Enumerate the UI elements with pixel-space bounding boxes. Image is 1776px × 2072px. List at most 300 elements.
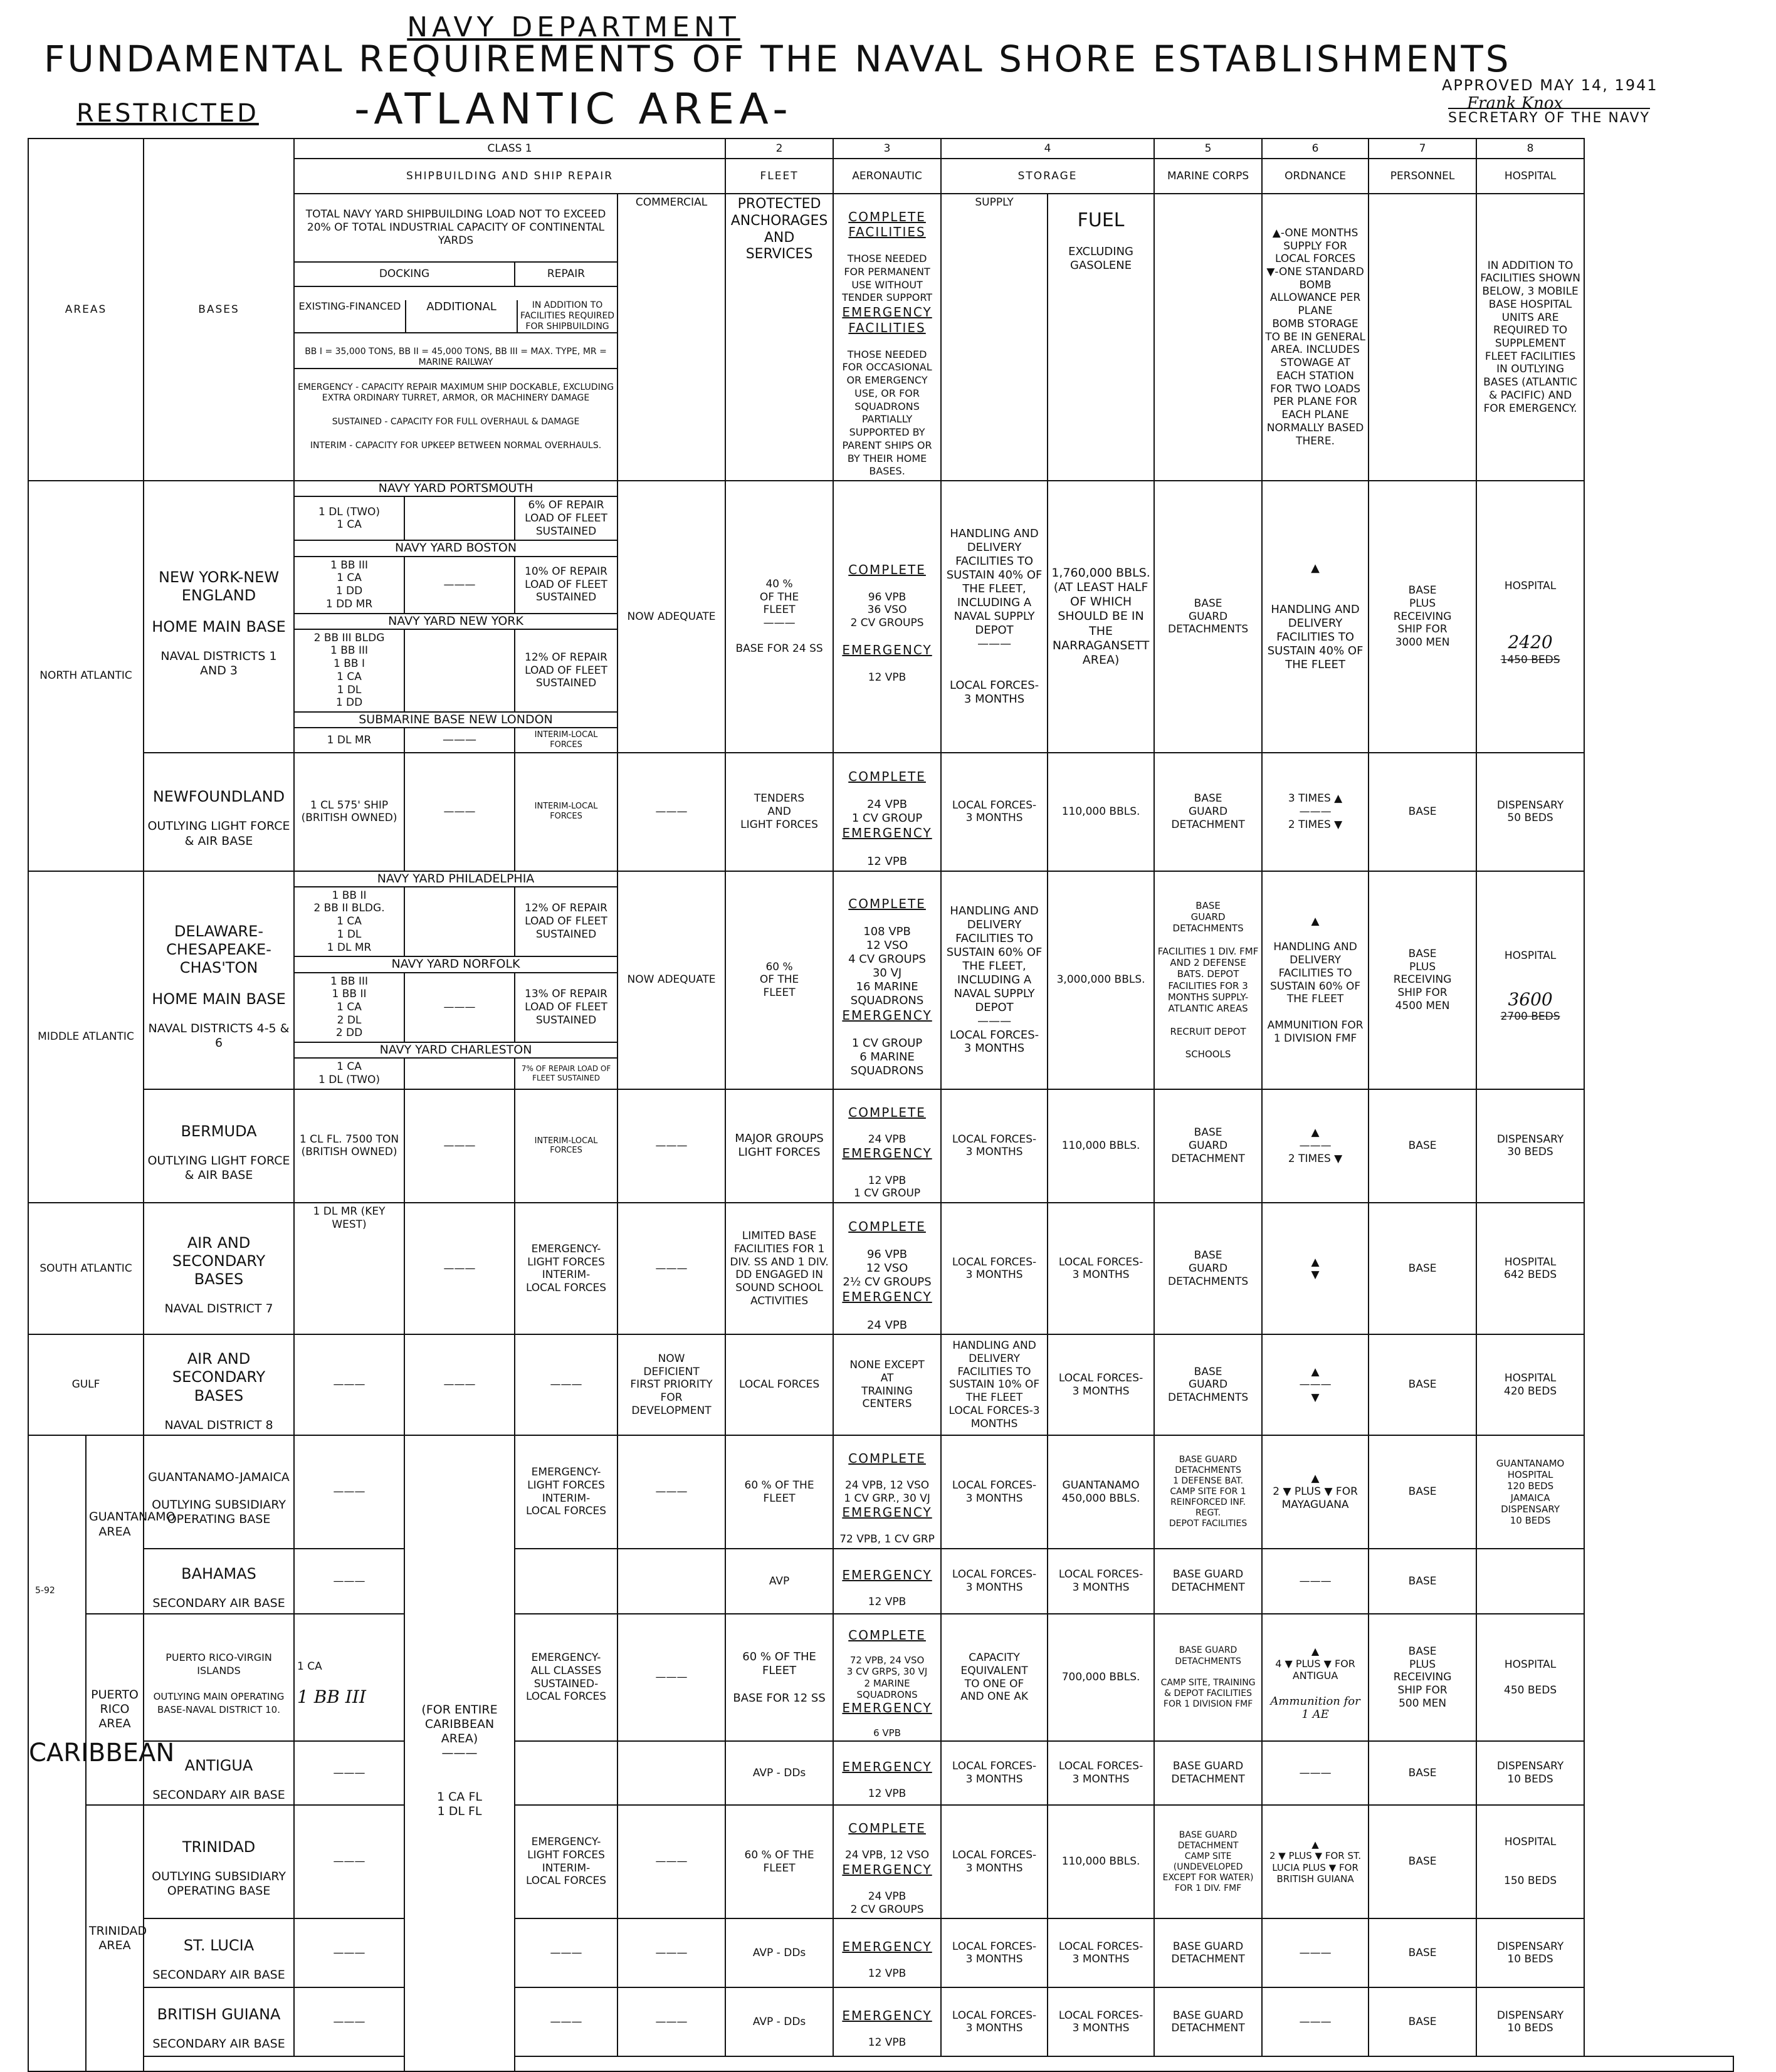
gu-commercial: NOW DEFICIENT FIRST PRIORITY FOR DEVELOPMENT (617, 1334, 725, 1435)
area-puerto-rico: PUERTO RICO AREA (86, 1614, 144, 1805)
gu-hospital: HOSPITAL 420 BEDS (1476, 1334, 1584, 1435)
ba-commercial-blank (617, 1549, 725, 1614)
nf-repair: INTERIM-LOCAL FORCES (515, 753, 617, 871)
def-sustained: SUSTAINED - CAPACITY FOR FULL OVERHAUL & DAMAGE (332, 416, 580, 427)
base-name: PUERTO RICO-VIRGIN ISLANDS (166, 1651, 272, 1677)
nf-marine: BASE GUARD DETACHMENT (1154, 753, 1262, 871)
sl-ordnance: ——— (1262, 1918, 1369, 1987)
header-fuel: FUEL (1077, 209, 1125, 231)
base-name: GUANTANAMO-JAMAICA (148, 1470, 290, 1484)
tr-aero-complete-units: 24 VPB, 12 VSO (844, 1849, 930, 1862)
header-hospital: HOSPITAL (1476, 159, 1584, 194)
base-new-york (144, 481, 294, 753)
ny-fuel: 1,760,000 BBLS. (AT LEAST HALF OF WHICH SHOULD BE IN THE NARRAGANSETT AREA) (1048, 481, 1154, 753)
ba-ordnance: ——— (1262, 1549, 1369, 1614)
header-bases: BASES (144, 139, 294, 481)
base-puerto-rico (144, 1614, 294, 1741)
base-name: NEW YORK-NEW ENGLAND (158, 568, 280, 604)
pr-aero-emergency: EMERGENCY (842, 1700, 932, 1716)
fuel-note: EXCLUDING GASOLENE (1068, 245, 1133, 273)
be-aero-complete: COMPLETE (848, 1104, 926, 1120)
pr-personnel: BASE PLUS RECEIVING SHIP FOR 500 MEN (1369, 1614, 1476, 1741)
an-hospital: DISPENSARY 10 BEDS (1476, 1741, 1584, 1805)
boston-additional: ——— (404, 557, 515, 614)
header-ordnance: ORDNANCE (1262, 159, 1369, 194)
be-docking: 1 CL FL. 7500 TON (BRITISH OWNED) (294, 1089, 404, 1203)
sa-supply: LOCAL FORCES- 3 MONTHS (941, 1203, 1048, 1334)
base-south-atlantic (144, 1203, 294, 1334)
aero-complete-title: COMPLETE FACILITIES (848, 209, 926, 240)
ny-fleet: 40 % OF THE FLEET ——— BASE FOR 24 SS (725, 481, 833, 753)
ba-fuel: LOCAL FORCES- 3 MONTHS (1048, 1549, 1154, 1614)
document-header (0, 0, 1776, 135)
de-personnel: BASE PLUS RECEIVING SHIP FOR 4500 MEN (1369, 871, 1476, 1089)
gt-fleet: 60 % OF THE FLEET (725, 1435, 833, 1549)
tr-personnel: BASE (1369, 1805, 1476, 1918)
footer-blank-2 (515, 2056, 1733, 2071)
sa-marine: BASE GUARD DETACHMENTS (1154, 1203, 1262, 1334)
yard-portsmouth: NAVY YARD PORTSMOUTH (294, 481, 617, 496)
sl-fleet: AVP - DDs (725, 1918, 833, 1987)
ba-marine: BASE GUARD DETACHMENT (1154, 1549, 1262, 1614)
ny-aero-emergency-units: 12 VPB (868, 671, 906, 684)
pr-aero-emergency-units: 6 VPB (873, 1727, 901, 1739)
base-bahamas (144, 1549, 294, 1614)
yard-charleston: NAVY YARD CHARLESTON (294, 1042, 617, 1058)
base-name: ANTIGUA (184, 1756, 253, 1774)
gt-personnel: BASE (1369, 1435, 1476, 1549)
nf-personnel: BASE (1369, 753, 1476, 871)
be-supply: LOCAL FORCES- 3 MONTHS (941, 1089, 1048, 1203)
bg-fleet: AVP - DDs (725, 1987, 833, 2056)
new-york-repair: 12% OF REPAIR LOAD OF FLEET SUSTAINED (515, 629, 617, 712)
base-st-lucia (144, 1918, 294, 1987)
an-commercial-blank (617, 1741, 725, 1805)
sa-aero-emergency-units: 24 VPB (866, 1318, 908, 1332)
base-name: NEWFOUNDLAND (152, 788, 285, 806)
base-gulf (144, 1334, 294, 1435)
gt-supply: LOCAL FORCES- 3 MONTHS (941, 1435, 1048, 1549)
tr-supply: LOCAL FORCES- 3 MONTHS (941, 1805, 1048, 1918)
tr-fleet: 60 % OF THE FLEET (725, 1805, 833, 1918)
de-hospital-handwritten: 3600 (1508, 988, 1553, 1010)
header-repair: REPAIR (515, 262, 617, 286)
area-title: -ATLANTIC AREA- (354, 85, 793, 134)
an-repair-blank (515, 1741, 617, 1805)
base-name: BAHAMAS (181, 1564, 256, 1583)
header-commercial: COMMERCIAL (617, 194, 725, 481)
be-repair: INTERIM-LOCAL FORCES (515, 1089, 617, 1203)
base-bermuda (144, 1089, 294, 1203)
base-type: OUTLYING LIGHT FORCE & AIR BASE (147, 819, 290, 848)
main-title: FUNDAMENTAL REQUIREMENTS OF THE NAVAL SHORE ESTABLISHMENTS (44, 38, 1511, 80)
be-fleet: MAJOR GROUPS LIGHT FORCES (725, 1089, 833, 1203)
gt-aero-complete: COMPLETE (848, 1450, 926, 1466)
classification-label: RESTRICTED (76, 99, 259, 128)
tr-aero-emergency: EMERGENCY (842, 1861, 932, 1877)
header-shipbuilding: SHIPBUILDING AND SHIP REPAIR (294, 159, 725, 194)
bb-definition: BB I = 35,000 TONS, BB II = 45,000 TONS, BB III = MAX. TYPE, MR = MARINE RAILWAY (295, 347, 617, 369)
base-type: SECONDARY AIR BASE (152, 1968, 285, 1982)
de-fuel: 3,000,000 BBLS. (1048, 871, 1154, 1089)
de-fleet: 60 % OF THE FLEET (725, 871, 833, 1089)
sl-hospital: DISPENSARY 10 BEDS (1476, 1918, 1584, 1987)
pr-docking-handwritten: 1 BB III (297, 1686, 366, 1707)
tr-aero-emergency-units: 24 VPB 2 CV GROUPS (850, 1890, 924, 1916)
header-fleet: FLEET (725, 159, 833, 194)
ba-supply: LOCAL FORCES- 3 MONTHS (941, 1549, 1048, 1614)
ny-commercial: NOW ADEQUATE (617, 481, 725, 753)
pr-marine: BASE GUARD DETACHMENTS CAMP SITE, TRAINING & DEPOT FACILITIES FOR 1 DIVISION FMF (1154, 1614, 1262, 1741)
philadelphia-additional (404, 887, 515, 957)
pr-ordnance: ▲ 4 ▼ PLUS ▼ FOR ANTIGUA (1275, 1645, 1355, 1682)
sl-repair: ——— (515, 1918, 617, 1987)
gt-aero-emergency-units: 72 VPB, 1 CV GRP (839, 1533, 935, 1546)
def-emergency: EMERGENCY - CAPACITY REPAIR MAXIMUM SHIP DOCKABLE, EXCLUDING EXTRA ORDINARY TURRET, ARMOR, OR MACHINERY DAMAGE (297, 382, 614, 403)
submarine-base-new-london: SUBMARINE BASE NEW LONDON (294, 712, 617, 728)
nf-fuel: 110,000 BBLS. (1048, 753, 1154, 871)
portsmouth-additional (404, 496, 515, 540)
an-ordnance: ——— (1262, 1741, 1369, 1805)
header-class1: CLASS 1 (294, 139, 725, 159)
hospital-note: IN ADDITION TO FACILITIES SHOWN BELOW, 3 MOBILE BASE HOSPITAL UNITS ARE REQUIRED TO SUPPLEMENT FLEET FACILITIES IN OUTLYING BASES (ATLANTIC & PACIFIC) AND FOR EMERGENCY. (1476, 194, 1584, 481)
yard-boston: NAVY YARD BOSTON (294, 540, 617, 556)
be-ordnance: ▲ ——— 2 TIMES ▼ (1262, 1089, 1369, 1203)
header-additional: ADDITIONAL (406, 300, 518, 332)
ny-aero-complete-units: 96 VPB 36 VSO 2 CV GROUPS (850, 590, 924, 630)
header-storage: STORAGE (941, 159, 1154, 194)
ba-personnel: BASE (1369, 1549, 1476, 1614)
new-york-docking: 2 BB III BLDG 1 BB III 1 BB I 1 CA 1 DL 1 DD (294, 629, 404, 712)
pr-docking: 1 CA (297, 1660, 322, 1673)
sa-fleet: LIMITED BASE FACILITIES FOR 1 DIV. SS AND 1 DIV. DD ENGAGED IN SOUND SCHOOL ACTIVITIES (725, 1203, 833, 1334)
base-districts: NAVAL DISTRICTS 4-5 & 6 (148, 1022, 290, 1050)
base-type: OUTLYING SUBSIDIARY OPERATING BASE (152, 1497, 286, 1526)
base-name: BRITISH GUIANA (157, 2006, 281, 2024)
header-areas: AREAS (28, 139, 144, 481)
ny-personnel: BASE PLUS RECEIVING SHIP FOR 3000 MEN (1369, 481, 1476, 753)
sl-marine: BASE GUARD DETACHMENT (1154, 1918, 1262, 1987)
an-fleet: AVP - DDs (725, 1741, 833, 1805)
sa-personnel: BASE (1369, 1203, 1476, 1334)
bg-personnel: BASE (1369, 1987, 1476, 2056)
base-name: DELAWARE-CHESAPEAKE-CHAS'TON (166, 922, 271, 977)
bg-supply: LOCAL FORCES- 3 MONTHS (941, 1987, 1048, 2056)
pr-supply: CAPACITY EQUIVALENT TO ONE OF AND ONE AK (941, 1614, 1048, 1741)
requirements-table (28, 138, 1734, 2072)
ba-fleet: AVP (725, 1549, 833, 1614)
base-guantanamo (144, 1435, 294, 1549)
bg-repair: ——— (515, 1987, 617, 2056)
base-type: NAVAL DISTRICT 8 (164, 1418, 273, 1432)
nf-aero-complete-units: 24 VPB 1 CV GROUP (851, 798, 923, 825)
sa-docking: 1 DL MR (KEY WEST) (294, 1203, 404, 1334)
base-type: OUTLYING SUBSIDIARY OPERATING BASE (152, 1869, 286, 1898)
gu-ordnance: ▲ ——— ▼ (1262, 1334, 1369, 1435)
de-aero-emergency: EMERGENCY (842, 1007, 932, 1023)
yard-philadelphia: NAVY YARD PHILADELPHIA (294, 871, 617, 887)
nf-commercial: ——— (617, 753, 725, 871)
sa-fuel: LOCAL FORCES- 3 MONTHS (1048, 1203, 1154, 1334)
sa-hospital: HOSPITAL 642 BEDS (1476, 1203, 1584, 1334)
de-aero-complete: COMPLETE (848, 896, 926, 911)
de-aero-complete-units: 108 VPB 12 VSO 4 CV GROUPS 30 VJ 16 MARINE SQUADRONS (848, 924, 926, 1007)
header-num-4: 4 (941, 139, 1154, 159)
pr-fleet: 60 % OF THE FLEET BASE FOR 12 SS (725, 1614, 833, 1741)
header-docking: DOCKING (294, 262, 515, 286)
header-num-6: 6 (1262, 139, 1369, 159)
de-hospital-beds: 2700 BEDS (1500, 1010, 1560, 1023)
tr-hospital: HOSPITAL 150 BEDS (1476, 1805, 1584, 1918)
bg-ordnance: ——— (1262, 1987, 1369, 2056)
sl-commercial: ——— (617, 1918, 725, 1987)
area-middle-atlantic: MIDDLE ATLANTIC (28, 871, 144, 1203)
gu-fleet: LOCAL FORCES (725, 1334, 833, 1435)
base-type: OUTLYING LIGHT FORCE & AIR BASE (147, 1153, 290, 1182)
sl-aero-emergency: EMERGENCY (842, 1939, 932, 1954)
pr-aero-complete: COMPLETE (848, 1628, 926, 1643)
ba-repair-blank (515, 1549, 617, 1614)
department-title: NAVY DEPARTMENT (407, 11, 740, 43)
header-marine-corps: MARINE CORPS (1154, 159, 1262, 194)
gu-aeronautic: NONE EXCEPT AT TRAINING CENTERS (833, 1334, 941, 1435)
an-fuel: LOCAL FORCES- 3 MONTHS (1048, 1741, 1154, 1805)
de-hospital: HOSPITAL (1504, 950, 1557, 963)
be-additional: ——— (404, 1089, 515, 1203)
header-existing: EXISTING-FINANCED (295, 300, 406, 332)
repair-note: IN ADDITION TO FACILITIES REQUIRED FOR SHIPBUILDING (520, 300, 615, 332)
philadelphia-repair: 12% OF REPAIR LOAD OF FLEET SUSTAINED (515, 887, 617, 957)
area-south-atlantic: SOUTH ATLANTIC (28, 1203, 144, 1334)
boston-repair: 10% OF REPAIR LOAD OF FLEET SUSTAINED (515, 557, 617, 614)
sa-repair: EMERGENCY- LIGHT FORCES INTERIM- LOCAL FORCES (515, 1203, 617, 1334)
base-british-guiana (144, 1987, 294, 2056)
fleet-note: PROTECTED ANCHORAGES AND SERVICES (725, 194, 833, 481)
caribbean-additional: (FOR ENTIRE CARIBBEAN AREA) ——— 1 CA FL 1 DL FL (421, 1702, 498, 1818)
ny-aero-emergency: EMERGENCY (842, 642, 932, 658)
footer-blank-1 (144, 2056, 404, 2071)
be-fuel: 110,000 BBLS. (1048, 1089, 1154, 1203)
ny-ordnance: ▲ HANDLING AND DELIVERY FACILITIES TO SUSTAIN 40% OF THE FLEET (1262, 481, 1369, 753)
pr-hospital: HOSPITAL 450 BEDS (1476, 1614, 1584, 1741)
base-name: ST. LUCIA (183, 1937, 255, 1955)
base-newfoundland (144, 753, 294, 871)
corner-mark: 5-92 (35, 1586, 55, 1596)
header-num-2: 2 (725, 139, 833, 159)
norfolk-additional: ——— (404, 973, 515, 1043)
pr-ordnance-handwritten: Ammunition for 1 AE (1270, 1694, 1360, 1722)
gt-aero-emergency: EMERGENCY (842, 1505, 932, 1520)
header-num-7: 7 (1369, 139, 1476, 159)
nf-fleet: TENDERS AND LIGHT FORCES (725, 753, 833, 871)
sl-aero-emergency-units: 12 VPB (868, 1967, 906, 1980)
tr-ordnance: ▲ 2 ▼ PLUS ▼ FOR ST. LUCIA PLUS ▼ FOR BRITISH GUIANA (1262, 1805, 1369, 1918)
ny-hospital-beds: 1450 BEDS (1500, 653, 1560, 666)
aero-emergency-text: THOSE NEEDED FOR OCCASIONAL OR EMERGENCY USE, OR FOR SQUADRONS PARTIALLY SUPPORTED BY PARENT SHIPS OR BY THEIR HOME BASES. (842, 348, 932, 478)
base-delaware (144, 871, 294, 1089)
sa-ordnance: ▲ ▼ (1262, 1203, 1369, 1334)
gt-docking: ——— (294, 1435, 404, 1549)
an-docking: ——— (294, 1741, 404, 1805)
bg-commercial: ——— (617, 1987, 725, 2056)
charleston-repair: 7% OF REPAIR LOAD OF FLEET SUSTAINED (515, 1058, 617, 1089)
tr-repair: EMERGENCY- LIGHT FORCES INTERIM- LOCAL FORCES (515, 1805, 617, 1918)
base-type: NAVAL DISTRICT 7 (164, 1302, 273, 1316)
gu-fuel: LOCAL FORCES- 3 MONTHS (1048, 1334, 1154, 1435)
area-gulf: GULF (28, 1334, 144, 1435)
pr-commercial: ——— (617, 1614, 725, 1741)
sl-docking: ——— (294, 1918, 404, 1987)
base-type: HOME MAIN BASE (152, 617, 286, 636)
base-type: HOME MAIN BASE (152, 990, 286, 1008)
sa-commercial: ——— (617, 1203, 725, 1334)
header-personnel: PERSONNEL (1369, 159, 1476, 194)
portsmouth-repair: 6% OF REPAIR LOAD OF FLEET SUSTAINED (515, 496, 617, 540)
be-aero-emergency-units: 12 VPB 1 CV GROUP (853, 1174, 921, 1200)
ba-aero-emergency: EMERGENCY (842, 1567, 932, 1583)
norfolk-repair: 13% OF REPAIR LOAD OF FLEET SUSTAINED (515, 973, 617, 1043)
ba-hospital (1476, 1549, 1584, 1614)
sa-additional: ——— (404, 1203, 515, 1334)
header-num-8: 8 (1476, 139, 1584, 159)
nf-docking: 1 CL 575' SHIP (BRITISH OWNED) (294, 753, 404, 871)
nf-additional: ——— (404, 753, 515, 871)
signature: Frank Knox (1467, 94, 1563, 113)
marine-header-blank (1154, 194, 1262, 481)
gu-additional: ——— (404, 1334, 515, 1435)
ny-aero-complete: COMPLETE (848, 562, 926, 578)
gu-docking: ——— (294, 1334, 404, 1435)
be-hospital: DISPENSARY 30 BEDS (1476, 1089, 1584, 1203)
an-personnel: BASE (1369, 1741, 1476, 1805)
new-york-additional (404, 629, 515, 712)
aero-complete-text: THOSE NEEDED FOR PERMANENT USE WITHOUT TENDER SUPPORT (842, 253, 933, 304)
norfolk-docking: 1 BB III 1 BB II 1 CA 2 DL 2 DD (294, 973, 404, 1043)
nf-supply: LOCAL FORCES- 3 MONTHS (941, 753, 1048, 871)
base-type: OUTLYING MAIN OPERATING BASE-NAVAL DISTRICT 10. (153, 1691, 285, 1716)
bg-aero-emergency: EMERGENCY (842, 2007, 932, 2023)
portsmouth-docking: 1 DL (TWO) 1 CA (294, 496, 404, 540)
boston-docking: 1 BB III 1 CA 1 DD 1 DD MR (294, 557, 404, 614)
nf-hospital: DISPENSARY 50 BEDS (1476, 753, 1584, 871)
be-aero-complete-units: 24 VPB (868, 1133, 906, 1146)
ba-docking: ——— (294, 1549, 404, 1614)
de-marine: BASE GUARD DETACHMENTS FACILITIES 1 DIV. FMF AND 2 DEFENSE BATS. DEPOT FACILITIES FOR 3 MONTHS SUPPLY-ATLANTIC AREAS RECRUIT DEPOT SCHOOLS (1154, 871, 1262, 1089)
an-supply: LOCAL FORCES- 3 MONTHS (941, 1741, 1048, 1805)
header-supply: SUPPLY (941, 194, 1048, 481)
new-london-additional: ——— (404, 728, 515, 753)
bg-hospital: DISPENSARY 10 BEDS (1476, 1987, 1584, 2056)
sa-aero-complete-units: 96 VPB 12 VSO 2½ CV GROUPS (843, 1248, 932, 1289)
de-supply: HANDLING AND DELIVERY FACILITIES TO SUSTAIN 60% OF THE FLEET, INCLUDING A NAVAL SUPPLY DEPOT ——— LOCAL FORCES- 3 MONTHS (941, 871, 1048, 1089)
ny-hospital: HOSPITAL (1504, 580, 1557, 593)
personnel-header-blank (1369, 194, 1476, 481)
header-num-3: 3 (833, 139, 941, 159)
pr-aero-complete-units: 72 VPB, 24 VSO 3 CV GRPS, 30 VJ 2 MARINE SQUADRONS (846, 1655, 928, 1700)
gt-marine: BASE GUARD DETACHMENTS 1 DEFENSE BAT. CAMP SITE FOR 1 REINFORCED INF. REGT. DEPOT FACILITIES (1154, 1435, 1262, 1549)
gu-supply: HANDLING AND DELIVERY FACILITIES TO SUSTAIN 10% OF THE FLEET LOCAL FORCES-3 MONTHS (941, 1334, 1048, 1435)
new-london-docking: 1 DL MR (294, 728, 404, 753)
bg-fuel: LOCAL FORCES- 3 MONTHS (1048, 1987, 1154, 2056)
base-name: AIR AND SECONDARY BASES (172, 1233, 266, 1289)
tr-docking: ——— (294, 1805, 404, 1918)
approval-date: APPROVED MAY 14, 1941 (1442, 76, 1658, 94)
base-name: TRINIDAD (182, 1838, 256, 1856)
base-name: AIR AND SECONDARY BASES (172, 1350, 266, 1405)
gt-aero-complete-units: 24 VPB, 12 VSO 1 CV GRP., 30 VJ (844, 1478, 930, 1505)
gt-repair: EMERGENCY- LIGHT FORCES INTERIM- LOCAL FORCES (515, 1435, 617, 1549)
gu-repair: ——— (515, 1334, 617, 1435)
be-aero-emergency: EMERGENCY (842, 1146, 932, 1161)
sl-personnel: BASE (1369, 1918, 1476, 1987)
base-districts: NAVAL DISTRICTS 1 AND 3 (160, 649, 277, 678)
ny-marine: BASE GUARD DETACHMENTS (1154, 481, 1262, 753)
header-aeronautic: AERONAUTIC (833, 159, 941, 194)
bg-aero-emergency-units: 12 VPB (868, 2036, 906, 2049)
nf-aero-complete: COMPLETE (848, 768, 926, 784)
tr-fuel: 110,000 BBLS. (1048, 1805, 1154, 1918)
base-name: BERMUDA (181, 1122, 257, 1140)
gu-marine: BASE GUARD DETACHMENTS (1154, 1334, 1262, 1435)
base-type: SECONDARY AIR BASE (152, 1787, 285, 1802)
bg-marine: BASE GUARD DETACHMENT (1154, 1987, 1262, 2056)
an-aero-emergency: EMERGENCY (842, 1759, 932, 1774)
nf-aero-emergency: EMERGENCY (842, 825, 932, 841)
secretary-label: SECRETARY OF THE NAVY (1448, 108, 1650, 126)
sa-aero-emergency: EMERGENCY (842, 1289, 932, 1305)
area-trinidad: TRINIDAD AREA (86, 1805, 144, 2071)
yard-new-york: NAVY YARD NEW YORK (294, 614, 617, 629)
gt-fuel: GUANTANAMO 450,000 BBLS. (1048, 1435, 1154, 1549)
ordnance-note: ▲-ONE MONTHS SUPPLY FOR LOCAL FORCES ▼-ONE STANDARD BOMB ALLOWANCE PER PLANE BOMB STORAGE TO BE IN GENERAL AREA. INCLUDES STOWAGE AT EACH STATION FOR TWO LOADS PER PLANE FOR EACH PLANE NORMALLY BASED THERE. (1262, 194, 1369, 481)
de-ordnance: ▲ HANDLING AND DELIVERY FACILITIES TO SUSTAIN 60% OF THE FLEET AMMUNITION FOR 1 DIVISION FMF (1262, 871, 1369, 1089)
aero-emergency-title: EMERGENCY FACILITIES (842, 305, 932, 335)
sl-supply: LOCAL FORCES- 3 MONTHS (941, 1918, 1048, 1987)
gu-personnel: BASE (1369, 1334, 1476, 1435)
an-marine: BASE GUARD DETACHMENT (1154, 1741, 1262, 1805)
de-aero-emergency-units: 1 CV GROUP 6 MARINE SQUADRONS (850, 1036, 924, 1077)
base-type: SECONDARY AIR BASE (152, 2037, 285, 2051)
gt-commercial: ——— (617, 1435, 725, 1549)
be-personnel: BASE (1369, 1089, 1476, 1203)
philadelphia-docking: 1 BB II 2 BB II BLDG. 1 CA 1 DL 1 DL MR (294, 887, 404, 957)
def-interim: INTERIM - CAPACITY FOR UPKEEP BETWEEN NORMAL OVERHAULS. (310, 440, 602, 451)
base-trinidad (144, 1805, 294, 1918)
ny-hospital-handwritten: 2420 (1508, 632, 1553, 653)
be-marine: BASE GUARD DETACHMENT (1154, 1089, 1262, 1203)
area-north-atlantic: NORTH ATLANTIC (28, 481, 144, 871)
tr-marine: BASE GUARD DETACHMENT CAMP SITE (UNDEVELOPED EXCEPT FOR WATER) FOR 1 DIV. FMF (1154, 1805, 1262, 1918)
bg-docking: ——— (294, 1987, 404, 2056)
shipbuilding-load-note: TOTAL NAVY YARD SHIPBUILDING LOAD NOT TO EXCEED 20% OF TOTAL INDUSTRIAL CAPACITY OF CONTINENTAL YARDS (294, 194, 617, 262)
nf-ordnance: 3 TIMES ▲ ——— 2 TIMES ▼ (1262, 753, 1369, 871)
ny-supply: HANDLING AND DELIVERY FACILITIES TO SUSTAIN 40% OF THE FLEET, INCLUDING A NAVAL SUPPLY DEPOT ——— LOCAL FORCES- 3 MONTHS (941, 481, 1048, 753)
base-type: SECONDARY AIR BASE (152, 1596, 285, 1610)
charleston-additional (404, 1058, 515, 1089)
pr-repair: EMERGENCY- ALL CLASSES SUSTAINED- LOCAL FORCES (515, 1614, 617, 1741)
an-aero-emergency-units: 12 VPB (868, 1787, 906, 1800)
be-commercial: ——— (617, 1089, 725, 1203)
header-num-5: 5 (1154, 139, 1262, 159)
gt-ordnance: ▲ 2 ▼ PLUS ▼ FOR MAYAGUANA (1262, 1435, 1369, 1549)
tr-aero-complete: COMPLETE (848, 1820, 926, 1836)
ba-aero-emergency-units: 12 VPB (868, 1595, 906, 1608)
charleston-docking: 1 CA 1 DL (TWO) (294, 1058, 404, 1089)
area-caribbean: CARIBBEAN (28, 1435, 86, 2071)
area-guantanamo: GUANTANAMO AREA (86, 1435, 144, 1614)
yard-norfolk: NAVY YARD NORFOLK (294, 956, 617, 972)
sl-fuel: LOCAL FORCES- 3 MONTHS (1048, 1918, 1154, 1987)
